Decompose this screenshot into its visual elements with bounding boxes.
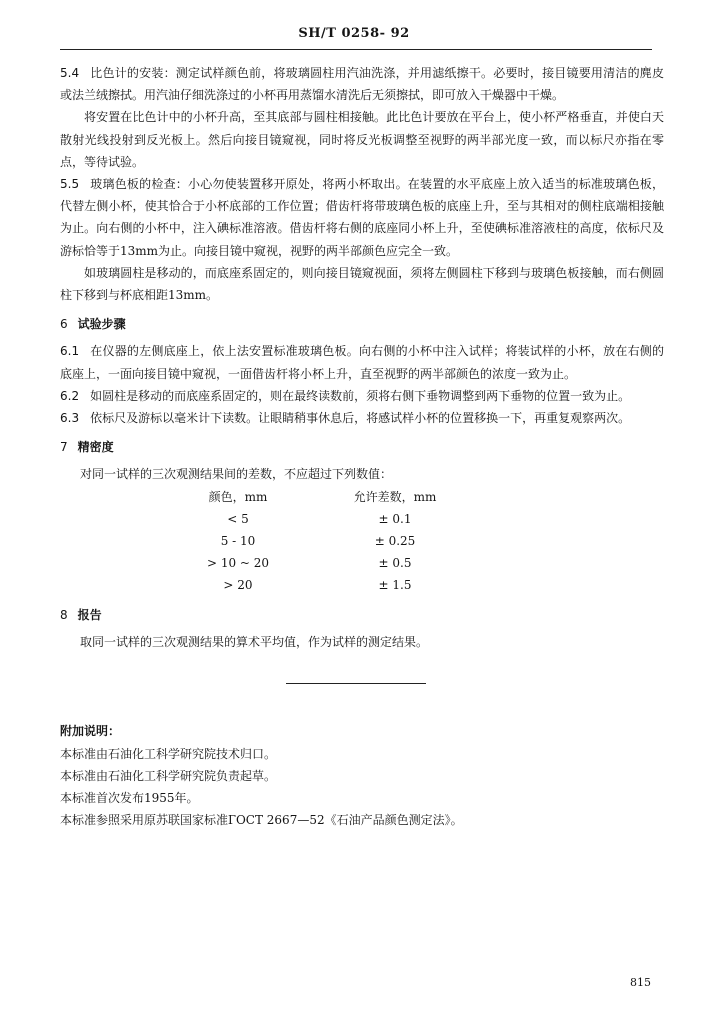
clause-6-1 [60, 340, 664, 384]
note-line: 本标准由石油化工科学研究院负责起草。 [60, 769, 277, 784]
clause-text: 依标尺及游标以毫米计下读数。让眼睛稍事休息后，将感试样小杯的位置移换一下，再重复观察两次。 [90, 411, 631, 426]
section-title: 精密度 [77, 440, 114, 455]
table-header-row [178, 486, 450, 508]
additional-notes [60, 720, 664, 831]
section-number: 8 [60, 607, 68, 622]
clause-text: 在仪器的左侧底座上，依上法安置标准玻璃色板。向右侧的小杯中注入试样；将装试样的小杯，放在右侧的底座上，一面向接目镜中窥视，一面借齿杆将小杯上升，直至视野的两半部颜色的浓度一致为止。 [60, 344, 664, 381]
clause-number: 5.5 [60, 177, 80, 192]
clause-text: 玻璃色板的检查：小心勿使装置移开原处，将两小杯取出。在装置的水平底座上放入适当的标准玻璃色板，代替左侧小杯，使其恰合于小杯底部的工作位置；借齿杆将带玻璃色板的底座上升，至与其相对的侧柱底端相接触为止。向右侧的小杯中，注入碘标准溶液。借齿杆将右侧的底座同小杯上升，至使碘标准溶液柱的高度，依标尺及游标恰等于13mm为止。向接目镜中窥视，视野的两半部颜色应完全一致。 [60, 177, 664, 258]
clause-number: 6.3 [60, 411, 80, 426]
table-header-color: 颜色，mm [208, 489, 268, 504]
page-number: 815 [630, 976, 651, 989]
header-divider [60, 49, 652, 50]
note-line: 本标准首次发布1955年。 [60, 791, 199, 806]
table-cell-tolerance: ± 0.1 [378, 511, 412, 526]
section-number: 6 [60, 317, 68, 332]
table-row [178, 574, 450, 596]
clause-5-5-paragraph-2: 如玻璃圆柱是移动的，而底座系固定的，则向接目镜窥视面，须将左侧圆柱下移到与玻璃色板接触，而右侧圆柱下移到与杯底相距13mm。 [60, 265, 664, 303]
table-cell-color: 5 - 10 [220, 534, 256, 549]
note-line: 本标准由石油化工科学研究院技术归口。 [60, 747, 277, 762]
section-8-heading [60, 604, 664, 626]
clause-number: 5.4 [60, 66, 80, 80]
table-cell-color: > 20 [223, 578, 253, 593]
table-row [178, 530, 450, 552]
precision-intro: 对同一试样的三次观测结果间的差数，不应超过下列数值： [80, 467, 393, 482]
table-cell-color: > 10 ~ 20 [206, 556, 270, 571]
table-cell-tolerance: ± 0.25 [374, 534, 416, 549]
clause-number: 6.2 [60, 388, 80, 403]
clause-6-2 [60, 385, 664, 407]
standard-code-header: SH/T 0258- 92 [298, 26, 410, 41]
section-title: 试验步骤 [77, 317, 126, 332]
table-cell-color: < 5 [227, 511, 249, 526]
section-number: 7 [60, 440, 68, 455]
table-cell-tolerance: ± 0.5 [378, 556, 412, 571]
section-6-heading [60, 313, 664, 335]
report-text: 取同一试样的三次观测结果的算术平均值，作为试样的测定结果。 [80, 634, 429, 649]
section-7-heading [60, 436, 664, 458]
precision-table [178, 486, 450, 597]
clause-number: 6.1 [60, 344, 80, 359]
note-line: 本标准参照采用原苏联国家标准ГОСТ 2667—52《石油产品颜色测定法》。 [60, 813, 463, 828]
end-divider [286, 683, 426, 684]
clause-5-5 [60, 173, 664, 262]
document-body [60, 62, 664, 831]
clause-text: 如圆柱是移动的而底座系固定的，则在最终读数前，须将右侧下垂物调整到两下垂物的位置一致为止。 [90, 388, 631, 403]
clause-6-3 [60, 407, 664, 429]
table-row [178, 508, 450, 530]
notes-title: 附加说明： [60, 724, 121, 739]
section-title: 报告 [77, 607, 102, 622]
table-cell-tolerance: ± 1.5 [378, 578, 412, 593]
table-row [178, 552, 450, 574]
clause-text: 比色计的安装：测定试样颜色前，将玻璃圆柱用汽油洗涤，并用滤纸擦干。必要时，接目镜要用清洁的麂皮或法兰绒擦拭。用汽油仔细洗涤过的小杯再用蒸馏水清洗后无须擦拭，即可放入干燥器中干燥。 [60, 66, 664, 103]
table-header-tolerance: 允许差数，mm [353, 489, 437, 504]
clause-5-4-paragraph-2: 将安置在比色计中的小杯升高，至其底部与圆柱相接触。此比色计要放在平台上，使小杯严格垂直，并使白天散射光线投射到反光板上。然后向接目镜窥视，同时将反光板调整至视野的两半部光度一致，而以标尺亦指在零点，等待试验。 [60, 110, 664, 169]
clause-5-4 [60, 62, 664, 106]
